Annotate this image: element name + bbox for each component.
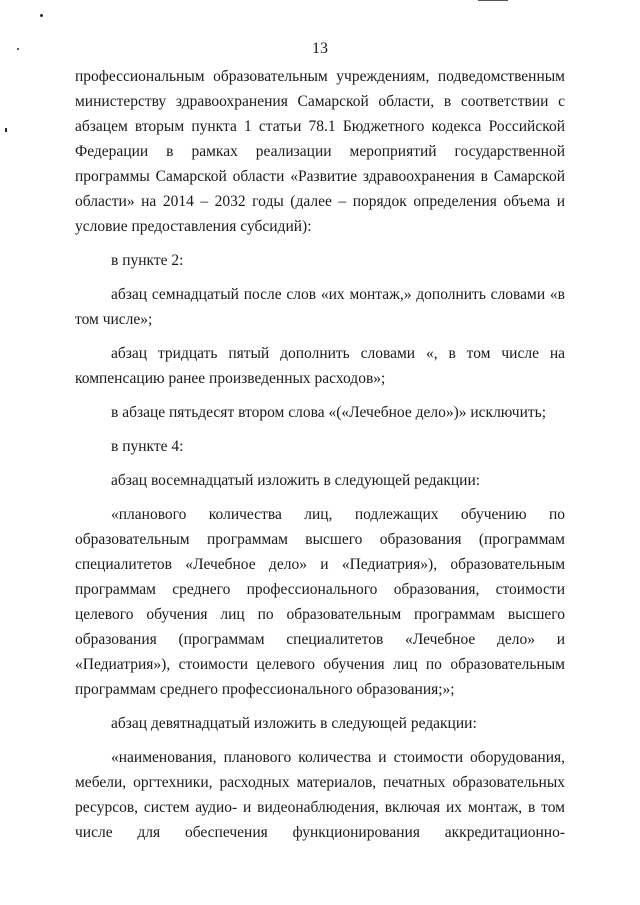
paragraph-abzac-35: абзац тридцать пятый дополнить словами «, в том числе на компенсацию ранее произведенных расходов»; [75,345,565,387]
document-body [75,64,565,845]
scan-speck [40,14,43,17]
paragraph-point-2: в пункте 2: [111,252,184,269]
paragraph-abzac-52: в абзаце пятьдесят втором слова «(«Лечебное дело»)» исключить; [111,404,547,421]
paragraph-point-4: в пункте 4: [111,438,184,455]
paragraph-abzac-18-intro: абзац восемнадцатый изложить в следующей редакции: [111,472,481,489]
page-number: 13 [312,40,328,57]
scan-edge-line [478,0,508,1]
paragraph-abzac-18-text: «планового количества лиц, подлежащих обучению по образовательным программам высшего образования (программам специалитетов «Лечебное дело» и «Педиатрия»), образовательным программам среднего профессионального образования, стоимости целевого обучения лиц по образовательным программам высшего образования (программам специалитетов «Лечебное дело» и «Педиатрия»), стоимости целевого обучения лиц по образовательным программам среднего профессионального образования;»; [75,506,565,698]
paragraph-continuation: профессиональным образовательным учреждениям, подведомственным министерству здравоохранения Самарской области, в соответствии с абзацем вторым пункта 1 статьи 78.1 Бюджетного кодекса Российской Федерации в рамках реализации мероприятий государственной программы Самарской области «Развитие здравоохранения в Самарской области» на 2014 – 2032 годы (далее – порядок определения объема и условие предоставления субсидий): [75,68,565,235]
paragraph-abzac-17: абзац семнадцатый после слов «их монтаж,» дополнить словами «в том числе»; [75,286,565,328]
paragraph-abzac-19-text: «наименования, планового количества и стоимости оборудования, мебели, оргтехники, расходных материалов, печатных образовательных ресурсов, систем аудио- и видеонаблюдения, включая их монтаж, в том числе для обеспечения функционирования аккредитационно- [75,749,565,841]
paragraph-abzac-19-intro: абзац девятнадцатый изложить в следующей редакции: [111,715,477,732]
scan-speck [5,128,7,132]
